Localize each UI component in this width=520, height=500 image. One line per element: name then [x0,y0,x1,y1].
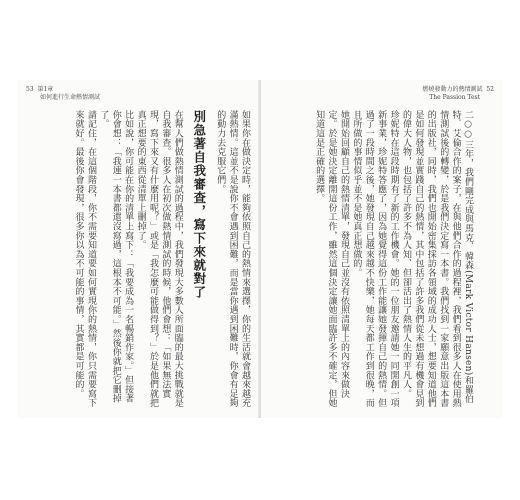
left-intro-paragraph: 如果你在做決定時，能夠依照自己的熱情來選擇，你的生活就會越來越充滿熱情。這並不是說你不會遇到困難，而是當你遇到困難時，你會有足夠的動力去克服它們。 [215,110,250,408]
left-page-body [53,110,251,410]
left-paragraph: 請記住，在這個階段，你不需要知道要如何實現你的熱情，你只需要寫下來就好。最後你會發現，很多你以為不可能的事情，其實都是可能的。 [73,110,96,408]
left-page-header [26,86,100,102]
right-paragraph: 她開始回顧自己的熱情清單，發現自己並沒有依照清單上的內容來做決定。於是她決定離開這份工作，雖然這個決定讓她面臨許多不確定，但她知道這是正確的選擇。 [314,110,349,408]
right-page-header [423,86,494,102]
right-paragraph: 二○○三年，我們剛完成與馬克．韓森(Mark Victor Hansen)和羅伯特．艾倫合作的案子，在與他們合作的過程裡，我們看到很多人在使用熱情測試後的轉變，於是我們決定寫一本書。我們找到一家願意出版這本書的出版社，同時，我們也開始密集採訪各領域的成功人士，想要知道他們是如何發現並實踐自己的熱情，其中包括了許多我們從未想過有機會見到的偉大人物，也包括了許多不為人知、但卻活出了熱情人生的平凡人。 [400,110,473,408]
book-spread [18,80,502,418]
left-page [18,80,259,418]
right-paragraph: 珍妮特在這段時期有了新的工作機會。她的一位朋友邀請她一同開創一項新事業，珍妮特答應了，因為她覺得這份工作能讓她發揮自己的熱情。但過了一段時間之後，她發現自己越來越不快樂，她每天都工作到很晚，而且所做的事情似乎並不是她真正想做的。 [351,110,399,408]
right-page-number: 52 [486,86,494,93]
book-english-title: The Passion Test [429,94,480,101]
left-paragraph: 比如說，你可能在你的清單上寫下：「我要成為一名暢銷作家。」但接著你會想：「我連一本書都還沒寫過，這根本不可能。」然後你就把它刪掉了。 [98,110,134,404]
right-page [261,80,502,418]
left-paragraph: 在幫人們做熱情測試的過程中，我們發現大多數人所面臨的最大挑戰就是自我審查。很多人在初次做熱情測試的時候，他們會想：「如果無法實現，寫下來又有什麼用呢？」或是「我怎麼可能做得到？」於是他們就把真正想要的東西從清單上刪掉了。 [135,110,183,408]
book-title: 燃燒發動力的熱情測試 [422,86,483,93]
chapter-title: 如何進行生命熱情測試 [40,94,101,101]
right-page-body [284,110,474,410]
chapter-label: 第1章 [37,86,54,93]
section-title: 別急著自我審查，寫下來就對了 [191,110,207,299]
left-page-number: 53 [26,86,34,93]
